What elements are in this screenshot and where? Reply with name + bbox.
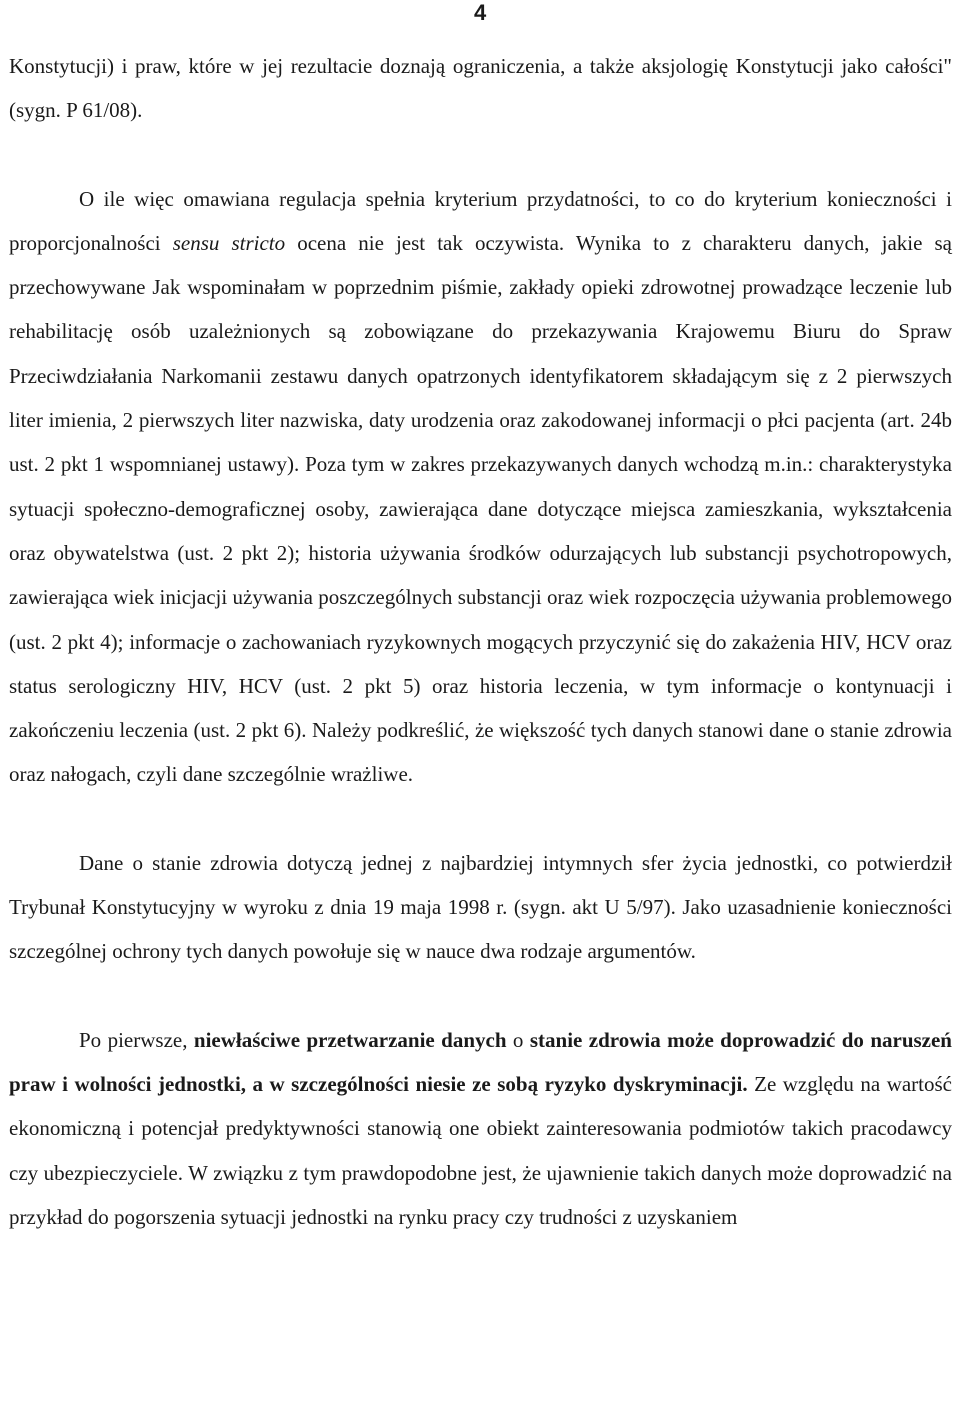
paragraph-text: Po pierwsze, <box>79 1027 194 1052</box>
paragraph-text: O ile więc omawiana regulacja spełnia kryterium przydatności, to co do kryterium konieczności i proporcjonalności <box>9 186 952 255</box>
paragraph-spacer <box>9 974 952 1018</box>
paragraph-text: ocena nie jest tak oczywista. Wynika to z charakteru danych, jakie są przechowywane Jak wspominałam w poprzednim piśmie, zakłady opieki zdrowotnej prowadzące leczenie lub rehabilitację osób uzależnionych są zobowiązane do przekazywania Krajowemu Biuru do Spraw Przeciwdziałania Narkomanii zestawu danych opatrzonych identyfikatorem składającym się z 2 pierwszych liter imienia, 2 pierwszych liter nazwiska, daty urodzenia oraz zakodowanej informacji o płci pacjenta (art. 24b ust. 2 pkt 1 wspomnianej ustawy). Poza tym w zakres przekazywanych danych wchodzą m.in.: charakterystyka sytuacji społeczno-demograficznej osoby, zawierająca dane dotyczące miejsca zamieszkania, wykształcenia oraz obywatelstwa (ust. 2 pkt 2); historia używania środków odurzających lub substancji psychotropowych, zawierająca wiek inicjacji używania poszczególnych substancji oraz wiek rozpoczęcia używania problemowego (ust. 2 pkt 4); informacje o zachowaniach ryzykownych mogących przyczynić się do zakażenia HIV, HCV oraz status serologiczny HIV, HCV (ust. 2 pkt 5) oraz historia leczenia, w tym informacje o kontynuacji i zakończeniu leczenia (ust. 2 pkt 6). Należy podkreślić, że większość tych danych stanowi dane o stanie zdrowia oraz nałogach, czyli dane szczególnie wrażliwe. <box>9 230 952 787</box>
page-number: 4 <box>474 0 487 25</box>
bold-emphasis: niewłaściwe przetwarzanie danych <box>193 1027 507 1052</box>
document-body <box>9 44 952 1239</box>
paragraph-continuation: Konstytucji) i praw, które w jej rezultacie doznają ograniczenia, a także aksjologię Konstytucji jako całości" (sygn. P 61/08). <box>9 54 952 123</box>
paragraph-first-argument <box>9 1018 952 1239</box>
paragraph-spacer <box>9 797 952 841</box>
paragraph-text: Ze względu na wartość ekonomiczną i potencjał predyktywności stanowią one obiekt zainteresowania podmiotów takich pracodawcy czy ubezpieczyciele. W związku z tym prawdopodobne jest, że ujawnienie takich danych może doprowadzić na przykład do pogorszenia sytuacji jednostki na rynku pracy czy trudności z uzyskaniem <box>9 1071 952 1229</box>
paragraph-text: o <box>506 1027 530 1052</box>
paragraph-data-criteria <box>9 177 952 797</box>
bold-emphasis: stanie zdrowia może doprowadzić do naruszeń praw i wolności jednostki, a w szczególności niesie ze sobą ryzyko dyskryminacji. <box>9 1027 952 1096</box>
paragraph-health-data: Dane o stanie zdrowia dotyczą jednej z najbardziej intymnych sfer życia jednostki, co potwierdził Trybunał Konstytucyjny w wyroku z dnia 19 maja 1998 r. (sygn. akt U 5/97). Jako uzasadnienie konieczności szczególnej ochrony tych danych powołuje się w nauce dwa rodzaje argumentów. <box>9 850 952 964</box>
italic-term: sensu stricto <box>172 230 286 255</box>
paragraph-spacer <box>9 133 952 177</box>
